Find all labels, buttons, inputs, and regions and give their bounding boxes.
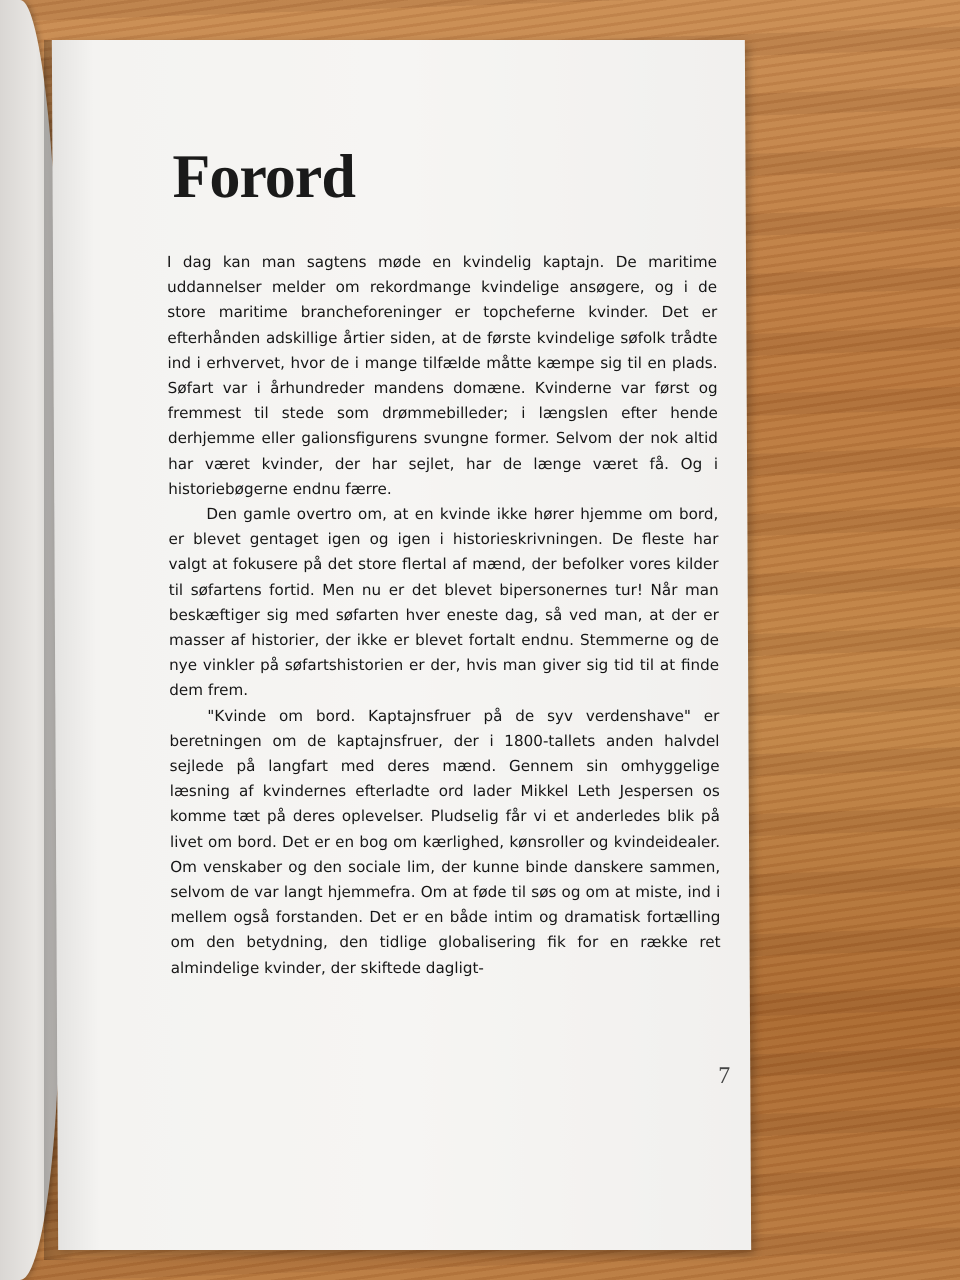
- page-number: 7: [718, 1063, 731, 1089]
- paragraph-2: Den gamle overtro om, at en kvinde ikke hører hjemme om bord, er blevet gentaget igen og igen i historieskrivningen. De fleste har valgt at fokusere på det store flertal af mænd, der befolker vores kilder til søfartens fortid. Men nu er det blevet bipersonernes tur! Når man beskæftiger sig med søfarten hver eneste dag, så ved man, at der er masser af historier, der ikke er blevet fortalt endnu. Stemmerne og de nye vinkler på søfartshistorien er der, hvis man giver sig tid til at finde dem frem.: [168, 505, 720, 700]
- book-page: [52, 40, 751, 1250]
- chapter-title: Forord: [172, 142, 356, 211]
- paragraph-3: "Kvinde om bord. Kaptajnsfruer på de syv verdenshave" er beretningen om de kaptajnsfruer, der i 1800-tallets anden halvdel sejlede på langfart med deres mænd. Gennem sin omhyggelige læsning af kvindernes efterladte ord lader Mikkel Leth Jespersen os komme tæt på deres oplevelser. Pludselig får vi et anderledes blik på livet om bord. Det er en bog om kærlighed, kønsroller og kvindeidealer. Om venskaber og den sociale lim, der kunne binde danskere sammen, selvom de var langt hjemmefra. Om at føde til søs og om at miste, ind i mellem også forstanden. Det er en både intim og dramatisk fortælling om den betydning, den tidlige globalisering fik for en række ret almindelige kvinder, der skiftede dagligt-: [169, 706, 721, 977]
- body-text: [167, 250, 721, 981]
- paragraph-1: I dag kan man sagtens møde en kvindelig kaptajn. De maritime uddannelser melder om rekordmange kvindelige ansøgere, og i de store maritime brancheforeninger er topcheferne kvinder. Det er efterhånden adskillige årtier siden, at de første kvindelige søfolk trådte ind i erhvervet, hvor de i mange tilfælde måtte kæmpe sig til en plads. Søfart var i århundreder mandens domæne. Kvinderne var først og fremmest til stede som drømmebilleder; i længslen efter hende derhjemme eller galionsfigurens svungne former. Selvom der nok altid har været kvinder, der har sejlet, har de længe været få. Og i historiebøgerne endnu færre.: [166, 253, 719, 498]
